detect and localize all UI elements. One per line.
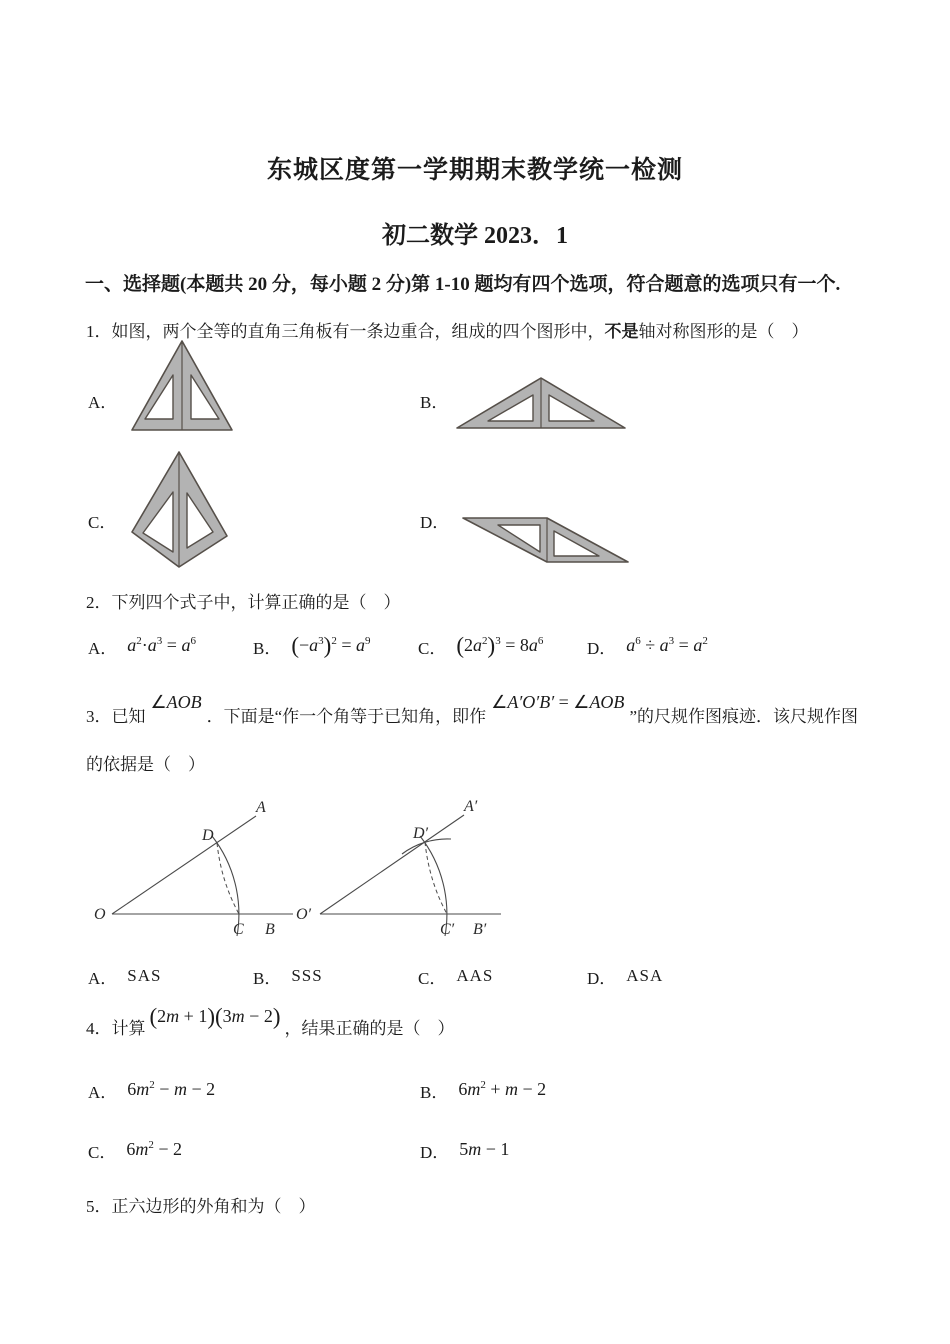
section-heading: 一、选择题(本题共 20 分，每小题 2 分)第 1-10 题均有四个选项，符合题意的选项只有一个. — [85, 274, 841, 295]
q4-post: ，结果正确的是（ ） — [284, 1019, 455, 1038]
q3-label-B: B — [265, 921, 275, 938]
q2-option-a-formula: $a^2\cdot a^3 = a^6$ — [127, 635, 196, 655]
q3-options-row — [88, 964, 950, 1008]
q4-option-c-formula: $6m^2 - 2$ — [126, 1139, 182, 1159]
q1-option-d-label: D． — [420, 513, 450, 532]
q3-left-ray-oa — [112, 816, 256, 914]
q3-mid: ．下面是“作一个角等于已知角，即作 — [206, 707, 487, 726]
q3-option-d-label: D． — [587, 969, 617, 988]
q3-label-C: C — [233, 921, 244, 938]
q2-option-d-formula: $a^6 \div a^3 = a^2$ — [626, 635, 708, 655]
fig-q1-d-parallelogram — [455, 510, 630, 566]
question-5-text: 5．正六边形的外角和为（ ） — [86, 1197, 316, 1216]
question-3-line1 — [86, 692, 858, 727]
q3-option-b-text: SSS — [291, 966, 323, 985]
fig-q1-a-triangle — [127, 337, 237, 433]
q1-option-b-label: B． — [420, 393, 449, 412]
q4-options-row-1 — [88, 1078, 950, 1122]
q4-option-b-formula: $6m^2 + m - 2$ — [458, 1079, 547, 1099]
q1-post: 轴对称图形的是（ ） — [638, 322, 809, 341]
q2-options-row — [88, 634, 950, 678]
q3-label-Ap: A′ — [464, 798, 478, 815]
q2-option-d-label: D． — [587, 639, 617, 658]
fig-q1-d-outer — [463, 518, 628, 562]
q1-option-a-label: A． — [88, 393, 118, 412]
q3-right-dashed-arc — [425, 842, 447, 914]
q3-option-a — [88, 964, 161, 989]
q4-option-d-label: D． — [420, 1143, 450, 1162]
q1-option-c-label: C． — [88, 513, 117, 532]
q3-label-Dp: D′ — [413, 825, 429, 842]
q1-bold: 不是 — [604, 322, 639, 341]
q4-formula: (2m + 1)(3m − 2) — [149, 1004, 281, 1029]
q4-pre: 4．计算 — [86, 1019, 146, 1038]
q3-option-d — [587, 964, 663, 989]
q3-option-a-label: A． — [88, 969, 118, 988]
q4-option-a — [88, 1078, 215, 1103]
q2-option-b — [253, 634, 371, 662]
q3-option-c-label: C． — [418, 969, 447, 988]
fig-q1-b-triangle — [453, 374, 628, 432]
q1-pre: 1．如图，两个全等的直角三角板有一条边重合，组成的四个图形中， — [86, 322, 605, 341]
question-2-text: 2．下列四个式子中，计算正确的是（ ） — [86, 593, 401, 612]
q4-option-a-formula: $6m^2 - m - 2$ — [127, 1079, 216, 1099]
q3-post: ”的尺规作图痕迹．该尺规作图 — [629, 707, 858, 726]
q4-option-c — [88, 1138, 182, 1163]
q4-option-a-label: A． — [88, 1083, 118, 1102]
q3-option-b — [253, 964, 323, 989]
q3-option-c-text: AAS — [456, 966, 494, 985]
fig-q3-construction — [88, 786, 603, 958]
q2-option-a-label: A． — [88, 639, 118, 658]
q3-label-Op: O′ — [296, 906, 312, 923]
q3-label-A: A — [256, 799, 266, 816]
q3-label-Cp: C′ — [440, 921, 455, 938]
q3-left-dashed-arc — [217, 843, 239, 914]
q4-options-row-2 — [88, 1138, 950, 1182]
q3-option-d-text: ASA — [626, 966, 664, 985]
q2-option-c-formula: $(2a^2)^3 = 8a^6$ — [456, 633, 544, 658]
q3-option-c — [418, 964, 493, 989]
fig-q1-c-kite — [125, 448, 233, 570]
q4-option-d-formula: 5m − 1 — [459, 1139, 510, 1159]
q3-right-ray-oa — [320, 815, 464, 914]
q3-formula-equal: ∠A′O′B′ = ∠AOB — [491, 692, 625, 712]
q4-option-b — [420, 1078, 546, 1103]
q2-option-d — [587, 634, 708, 659]
q3-pre: 3．已知 — [86, 707, 146, 726]
q3-label-O: O — [94, 906, 106, 923]
q4-option-c-label: C． — [88, 1143, 117, 1162]
page-subtitle: 初二数学 2023．1 — [382, 223, 568, 249]
q2-option-c-label: C． — [418, 639, 447, 658]
q2-option-a — [88, 634, 196, 659]
q2-option-b-formula: $(-a^3)^2 = a^9$ — [291, 633, 371, 658]
q4-option-b-label: B． — [420, 1083, 449, 1102]
q3-label-Bp: B′ — [473, 921, 487, 938]
question-3-line2: 的依据是（ ） — [86, 755, 205, 774]
q3-label-D: D — [202, 827, 214, 844]
page-title: 东城区度第一学期期末教学统一检测 — [266, 157, 683, 184]
q2-option-c — [418, 634, 543, 662]
q2-option-b-label: B． — [253, 639, 282, 658]
q4-option-d — [420, 1138, 509, 1163]
q3-option-a-text: SAS — [127, 966, 162, 985]
question-4-text — [86, 1004, 455, 1042]
q3-option-b-label: B． — [253, 969, 282, 988]
q3-formula-aob: ∠AOB — [150, 692, 202, 712]
